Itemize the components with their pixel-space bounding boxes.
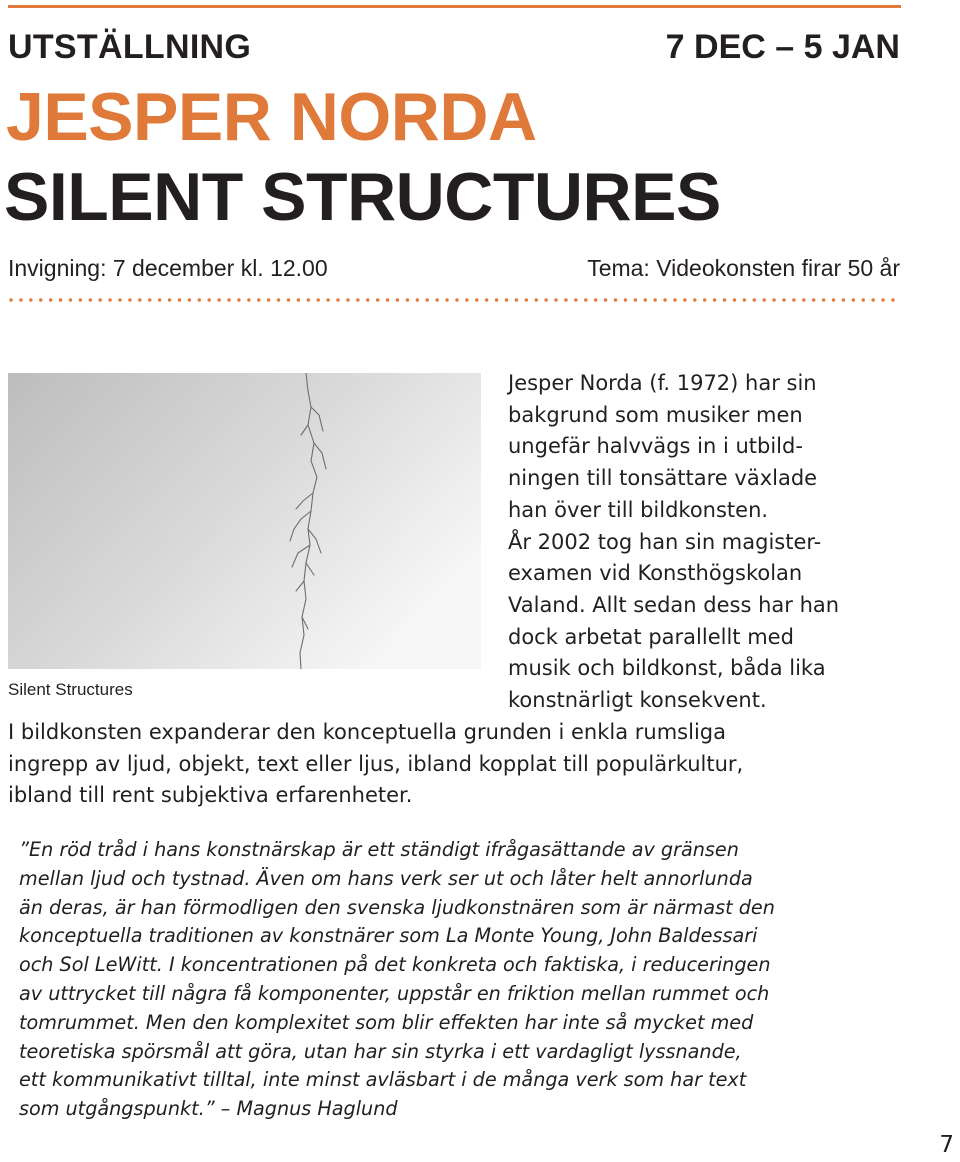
theme-info: Tema: Videokonsten firar 50 år <box>587 255 900 281</box>
quote-line: ett kommunikativt tilltal, inte minst avläsbart i de många verk som har text <box>19 1068 747 1092</box>
quote-line: ”En röd tråd i hans konstnärskap är ett ständigt ifrågasättande av gränsen <box>19 838 739 861</box>
top-rule <box>8 5 901 8</box>
bio-line: År 2002 tog han sin magister- <box>508 529 822 554</box>
bio-line: bakgrund som musiker men <box>508 402 803 427</box>
exhibition-dates: 7 DEC – 5 JAN <box>665 28 900 66</box>
dotted-divider <box>8 296 904 304</box>
quote-line: mellan ljud och tystnad. Även om hans verk ser ut och låter helt annorlunda <box>19 866 753 890</box>
quote-line: konceptuella traditionen av konstnärer som La Monte Young, John Baldessari <box>19 924 758 948</box>
paragraph-line: I bildkonsten expanderar den konceptuella grunden i enkla rumsliga <box>8 720 726 744</box>
bio-line: Valand. Allt sedan dess har han <box>508 592 840 617</box>
artwork-image <box>8 373 481 669</box>
image-caption: Silent Structures <box>8 680 133 699</box>
paragraph-line: ingrepp av ljud, objekt, text eller ljus, ibland kopplat till populärkultur, <box>8 751 744 776</box>
bio-line: musik och bildkonst, båda lika <box>508 656 826 681</box>
section-label: UTSTÄLLNING <box>8 28 252 66</box>
bio-column <box>508 368 928 717</box>
quote-line: än deras, är han förmodligen den svenska ljudkonstnären som är närmast den <box>19 895 775 919</box>
quote-line: teoretiska spörsmål att göra, utan har sin styrka i ett vardagligt lyssnande, <box>19 1039 742 1063</box>
bio-line: ungefär halvvägs in i utbild- <box>508 434 803 459</box>
quote-block <box>19 836 919 1124</box>
page-number: 7 <box>939 1132 954 1158</box>
opening-info: Invigning: 7 december kl. 12.00 <box>8 255 328 281</box>
exhibition-title: SILENT STRUCTURES <box>4 159 721 235</box>
quote-line: som utgångspunkt.” – Magnus Haglund <box>19 1097 398 1121</box>
bio-line: konstnärligt konsekvent. <box>508 688 767 713</box>
bio-line: Jesper Norda (f. 1972) har sin <box>508 371 817 395</box>
bio-line: ningen till tonsättare växlade <box>508 466 818 491</box>
bio-line: examen vid Konsthögskolan <box>508 561 803 586</box>
bio-line: han över till bildkonsten. <box>508 497 769 522</box>
quote-line: tomrummet. Men den komplexitet som blir effekten har inte så mycket med <box>19 1010 754 1034</box>
quote-line: av uttrycket till några få komponenter, uppstår en friktion mellan rummet och <box>19 981 770 1005</box>
artist-name: JESPER NORDA <box>6 79 537 155</box>
bio-line: dock arbetat parallellt med <box>508 624 794 649</box>
body-paragraph <box>8 717 928 812</box>
paragraph-line: ibland till rent subjektiva erfarenheter. <box>8 783 413 808</box>
quote-line: och Sol LeWitt. I koncentrationen på det konkreta och faktiska, i reduceringen <box>19 953 771 977</box>
